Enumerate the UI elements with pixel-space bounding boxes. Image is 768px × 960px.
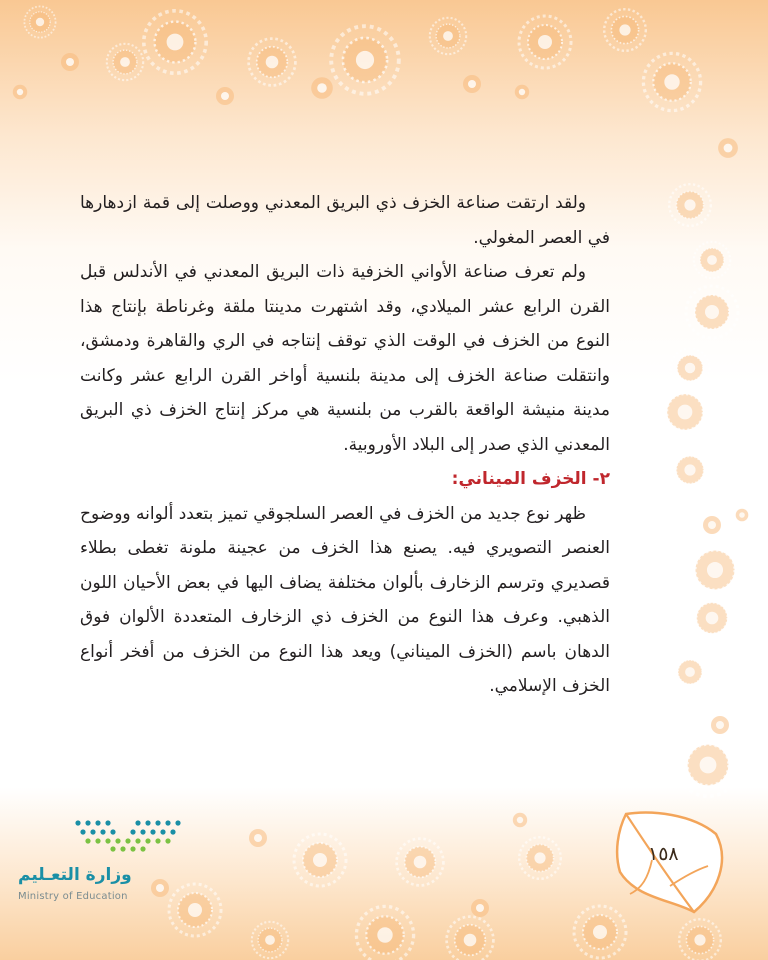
section-heading: ٢- الخزف الميناني: bbox=[451, 469, 610, 489]
page-body bbox=[80, 186, 610, 704]
logo-dots-icon bbox=[72, 817, 188, 853]
page-number: ١٥٨ bbox=[648, 843, 679, 865]
paragraph-1: ولقد ارتقت صناعة الخزف ذي البريق المعدني ووصلت إلى قمة ازدهارها في العصر المغولي. bbox=[80, 193, 610, 248]
paragraph-2: ولم تعرف صناعة الأواني الخزفية ذات البريق المعدني في الأندلس قبل القرن الرابع عشر الميلادي، وقد اشتهرت مدينتا ملقة وغرناطة بإنتاج هذا النوع من الخزف في الوقت الذي توقف إنتاجه في الري والقاهرة ودمشق، وانتقلت صناعة الخزف إلى مدينة بلنسية أواخر القرن الرابع عشر وكانت مدينة منيشة الواقعة بالقرب من بلنسية هي مركز إنتاج الخزف ذي البريق المعدني الذي صدر إلى البلاد الأوروبية. bbox=[80, 262, 610, 455]
logo-english-text: Ministry of Education bbox=[18, 891, 128, 902]
ministry-logo bbox=[12, 815, 192, 910]
logo-arabic-text: وزارة التعـليم bbox=[18, 865, 132, 885]
paragraph-3: ظهر نوع جديد من الخزف في العصر السلجوقي تميز بتعدد ألوانه ووضوح العنصر التصويري فيه. يصنع هذا الخزف من عجينة ملونة تغطى بطلاء قصديري وترسم الزخارف بألوان مختلفة يضاف اليها في بعض الأحيان اللون الذهبي. وعرف هذا النوع من الخزف ذي الزخارف المتعددة الألوان فوق الدهان باسم (الخزف الميناني) ويعد هذا النوع من الخزف من أفخر أنواع الخزف الإسلامي. bbox=[80, 503, 610, 696]
